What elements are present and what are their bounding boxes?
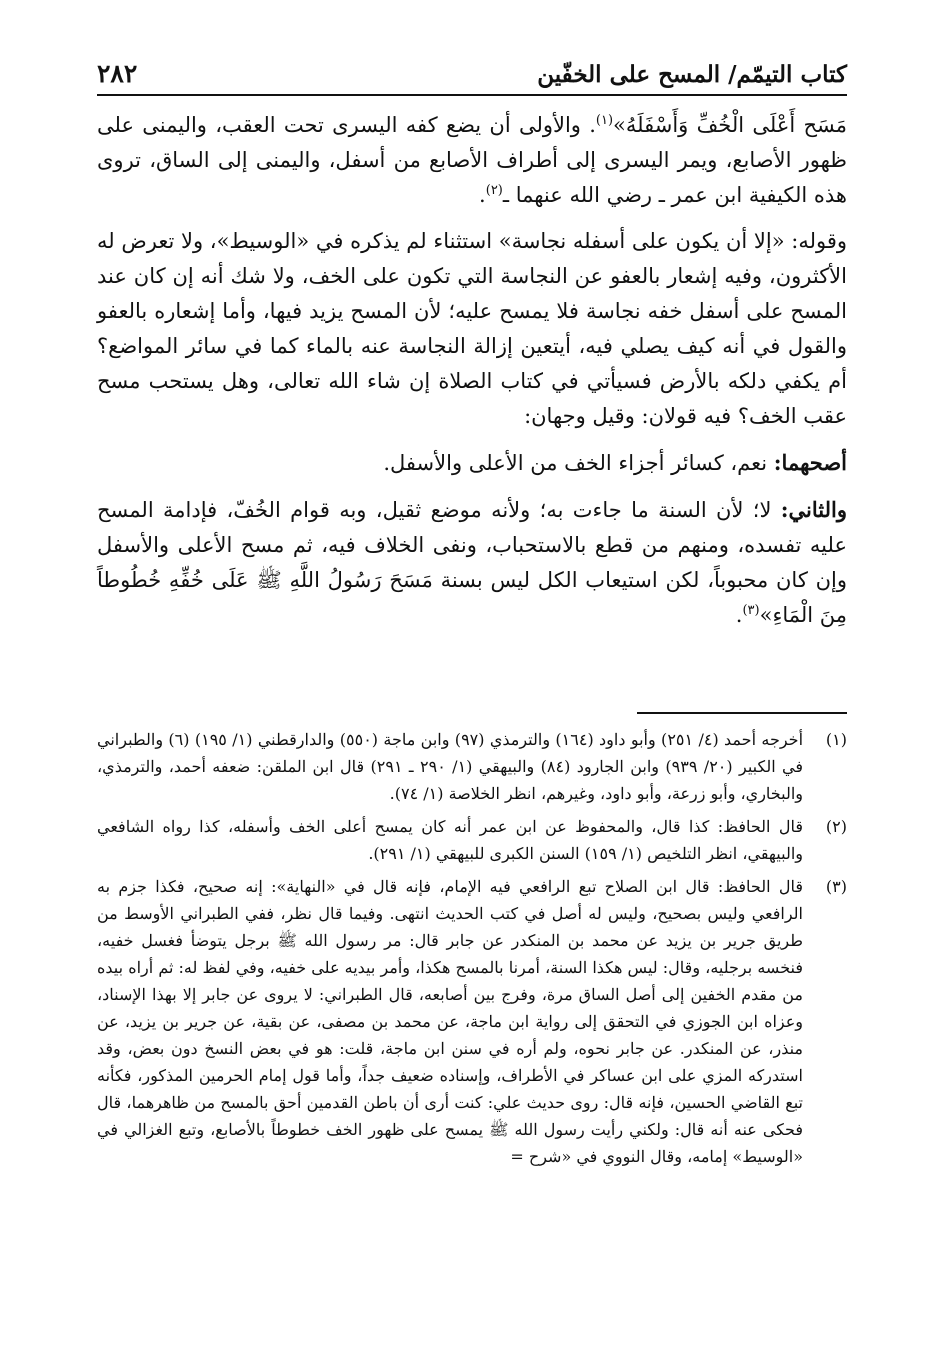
footnote-2 bbox=[97, 813, 847, 867]
paragraph-2: وقوله: «إلا أن يكون على أسفله نجاسة» استثناء لم يذكره في «الوسيط»، ولا تعرض له الأكثرون، وفيه إشعار بالعفو عن النجاسة التي تكون على الخف، ولا شك أنه إن كان عند المسح على أسفل خفه نجاسة فلا يمسح عليه؛ لأن المسح يزيد فيها، وأما إشعاره بالعفو والقول في أنه كيف يصلي فيه، أيتعين إزالة النجاسة عنه بالماء كما في سائر المواضع؟ أم يكفي دلكه بالأرض فسيأتي في كتاب الصلاة إن شاء الله تعالى، وهل يستحب مسح عقب الخف؟ فيه قولان: وقيل وجهان: bbox=[97, 229, 847, 428]
paragraph-1 bbox=[97, 108, 847, 213]
footnote-number: (٢) bbox=[825, 817, 847, 836]
footnote-1 bbox=[97, 726, 847, 807]
paragraph-1-text: . والأولى أن يضع كفه اليسرى تحت العقب، واليمنى على ظهور الأصابع، ويمر اليسرى إلى أطراف الأصابع من أسفل، واليمنى إلى الساق، تروى هذه الكيفية ابن عمر ـ رضي الله عنهما ـ bbox=[97, 113, 847, 207]
footnote-text: قال الحافظ: كذا قال، والمحفوظ عن ابن عمر أنه كان يمسح أعلى الخف وأسفله، كذا رواه الشافعي والبيهقي، انظر التلخيص (١/ ١٥٩) السنن الكبرى للبيهقي (١/ ٢٩١). bbox=[97, 817, 803, 863]
paragraph-3-label: أصحهما: bbox=[773, 450, 847, 475]
paragraph-1-quote: مَسَح أَعْلَى الْخُفِّ وَأَسْفَلَهُ» bbox=[613, 113, 848, 137]
paragraph-3-text: نعم، كسائر أجزاء الخف من الأعلى والأسفل. bbox=[383, 451, 774, 475]
footnote-number: (١) bbox=[825, 730, 847, 749]
footnote-3 bbox=[97, 873, 847, 1170]
footnote-ref-1: (١) bbox=[595, 113, 614, 128]
footnote-ref-3: (٣) bbox=[742, 603, 760, 618]
footnotes bbox=[97, 726, 847, 1176]
paragraph-3 bbox=[97, 445, 847, 481]
paragraph-4-text: لا؛ لأن السنة ما جاءت به؛ ولأنه موضع ثقيل، وبه قوام الخُفّ، فإدامة المسح عليه تفسده، ومنهم من قطع بالاستحباب، ونفى الخلاف فيه، ثم مسح الأعلى والأسفل وإن كان محبوباً، لكن استيعاب الكل ليس بسنة مَسَحَ رَسُولُ اللَّهِ ﷺ عَلَى خُفِّهِ خُطُوطاً مِنَ الْمَاءِ» bbox=[97, 498, 847, 627]
main-text bbox=[97, 108, 847, 633]
footnote-ref-2: (٢) bbox=[485, 183, 503, 198]
paragraph-4 bbox=[97, 492, 847, 633]
footnote-number: (٣) bbox=[825, 877, 847, 896]
footnote-text: قال الحافظ: قال ابن الصلاح تبع الرافعي فيه الإمام، فإنه قال في «النهاية»: إنه صحيح، فكذا جزم به الرافعي وليس بصحيح، وليس له أصل في كتب الحديث انتهى. وفيما قال نظر، ففي الطبراني الأوسط من طريق جرير بن يزيد عن محمد بن المنكدر عن جابر قال: مر رسول الله ﷺ برجل يتوضأ فغسل خفيه، فنخسه برجليه، وقال: ليس هكذا السنة، أمرنا بالمسح هكذا، وأمر بيديه على خفيه، وفي لفظ له: ثم أراه بيده من مقدم الخفين إلى أصل الساق مرة، وفرج بين أصابعه، قال الطبراني: لا يروى عن جابر إلا بهذا الإسناد، وعزاه ابن الجوزي في التحقق إلى رواية ابن ماجة، عن محمد بن مصفى، عن بقية، عن جرير بن يزيد، عن منذر، عن المنكدر. عن جابر نحوه، ولم أره في سنن ابن ماجة، قلت: هو في بعض النسخ دون بعض، وقد استدركه المزي على ابن عساكر في الأطراف، وإسناده ضعيف جداً، وأما قول إمام الحرمين المذكور، فكأنه تبع القاضي الحسين، فإنه قال: روى حديث علي: كنت أرى أن باطن القدمين أحق بالمسح من ظاهرهما، قال فحكى عنه أنه قال: ولكني رأيت رسول الله ﷺ يمسح على ظهور الخف خطوطاً بالأصابع، وتبع الغزالي في «الوسيط» إمامه، وقال النووي في «شرح = bbox=[97, 877, 804, 1166]
page-number: ٢٨٢ bbox=[97, 59, 138, 88]
page-header bbox=[97, 52, 847, 96]
paragraph-4-label: والثاني: bbox=[780, 497, 847, 522]
paragraph-4-end: . bbox=[735, 603, 743, 627]
footnote-separator bbox=[637, 712, 847, 714]
footnote-text: أخرجه أحمد (٤/ ٢٥١) وأبو داود (١٦٤) والترمذي (٩٧) وابن ماجة (٥٥٠) والدارقطني (١/ ١٩٥) (٦) والطبراني في الكبير (٢٠/ ٩٣٩) وابن الجارود (٨٤) والبيهقي (١/ ٢٩٠ ـ ٢٩١) قال ابن الملقن: ضعفه أحمد، والترمذي، والبخاري، وأبو زرعة، وأبو داود، وغيرهم، انظر الخلاصة (١/ ٧٤). bbox=[97, 730, 804, 803]
paragraph-1-end: . bbox=[479, 183, 486, 207]
running-title: كتاب التيمّم/ المسح على الخفّين bbox=[537, 61, 847, 88]
